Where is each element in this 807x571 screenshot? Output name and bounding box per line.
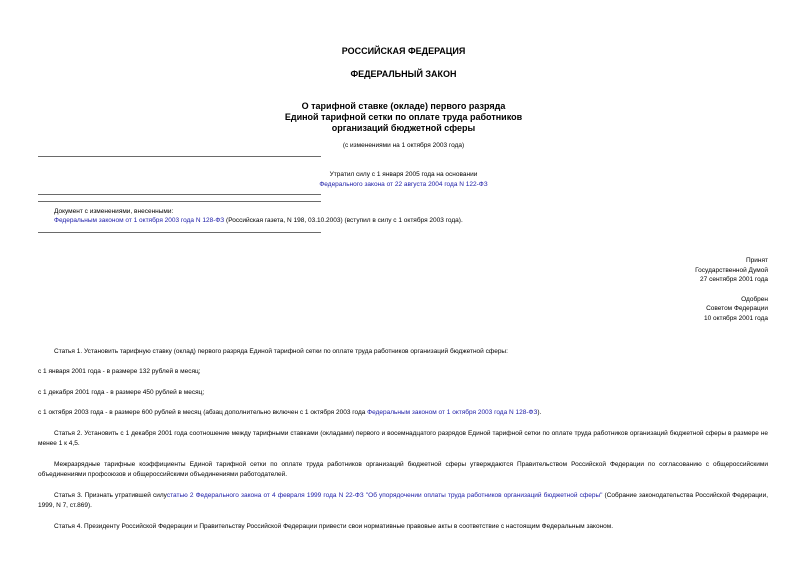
changes-law-link[interactable]: Федеральным законом от 1 октября 2003 года N 128-ФЗ	[54, 217, 225, 224]
article-1: Статья 1. Установить тарифную ставку (оклад) первого разряда Единой тарифной сетки по оплате труда работников организаций бюджетной сферы:	[54, 348, 508, 355]
item-3-text: с 1 октября 2003 года - в размере 600 рублей в месяц (абзац дополнительно включен с 1 октября 2003 года	[38, 409, 368, 416]
accepted-label: Принят	[745, 257, 768, 264]
expired-law-link[interactable]: Федерального закона от 22 августа 2004 года N 122-ФЗ	[319, 181, 488, 188]
article-2: Статья 2. Установить с 1 декабря 2001 года соотношение между тарифными ставками (окладами) первого и восемнадцатого разрядов Единой тарифной сетки по оплате труда работников организаций бюджетной сферы в размере не менее 1 к 4,5.	[38, 430, 768, 447]
adoption-block	[695, 256, 768, 323]
amended-note: (с изменениями на 1 октября 2003 года)	[342, 142, 465, 149]
expired-note: Утратил силу с 1 января 2005 года на основании	[329, 171, 478, 178]
council-date: 10 октября 2001 года	[703, 314, 768, 322]
changes-line	[54, 216, 463, 225]
divider	[38, 232, 321, 233]
article-3-text: Статья 3. Признать утратившей силу	[54, 492, 167, 499]
item-3-law-link[interactable]: Федеральным законом от 1 октября 2003 года N 128-ФЗ	[367, 409, 538, 416]
article-4: Статья 4. Президенту Российской Федерации и Правительству Российской Федерации привести свои нормативные правовые акты в соответствие с настоящим Федеральным законом.	[54, 523, 614, 530]
spacer	[695, 285, 768, 295]
article-2-part-2: Межразрядные тарифные коэффициенты Единой тарифной сетки по оплате труда работников организаций бюджетной сферы утверждаются Правительством Российской Федерации по согласованию с общероссийскими объединениями профсоюзов и общероссийскими объединениями работодателей.	[38, 461, 768, 478]
divider	[38, 194, 321, 195]
doc-type-heading: ФЕДЕРАЛЬНЫЙ ЗАКОН	[350, 69, 457, 79]
article-3-end: (Собрание законодательства Российской Федерации, 1999, N 7, ст.869).	[38, 492, 769, 509]
doc-title-line-1: О тарифной ставке (окладе) первого разряда	[301, 101, 506, 111]
divider	[38, 201, 321, 202]
article-3-law-link[interactable]: статью 2 Федерального закона от 4 февраля 1999 года N 22-ФЗ "Об упорядочении оплаты труда работников организаций бюджетной сферы"	[166, 492, 603, 499]
article-1-item-2: с 1 декабря 2001 года - в размере 450 рублей в месяц;	[38, 389, 205, 396]
doc-title-line-3: организаций бюджетной сферы	[331, 123, 476, 133]
divider	[38, 156, 321, 157]
changes-suffix: (Российская газета, N 198, 03.10.2003) (вступил в силу с 1 октября 2003 года).	[224, 217, 463, 224]
item-3-end: ).	[537, 409, 542, 416]
approved-label: Одобрен	[741, 295, 768, 303]
country-heading: РОССИЙСКАЯ ФЕДЕРАЦИЯ	[341, 46, 466, 56]
doc-title-line-2: Единой тарифной сетки по оплате труда работников	[284, 112, 523, 122]
duma-date: 27 сентября 2001 года	[700, 276, 768, 283]
article-1-item-3	[38, 408, 768, 418]
council-label: Советом Федерации	[706, 305, 768, 312]
changes-label: Документ с изменениями, внесенными:	[54, 208, 174, 215]
article-3	[38, 491, 768, 510]
article-1-item-1: с 1 января 2001 года - в размере 132 рублей в месяц;	[38, 368, 201, 375]
duma-label: Государственной Думой	[695, 266, 768, 274]
expired-link-line	[0, 180, 807, 189]
